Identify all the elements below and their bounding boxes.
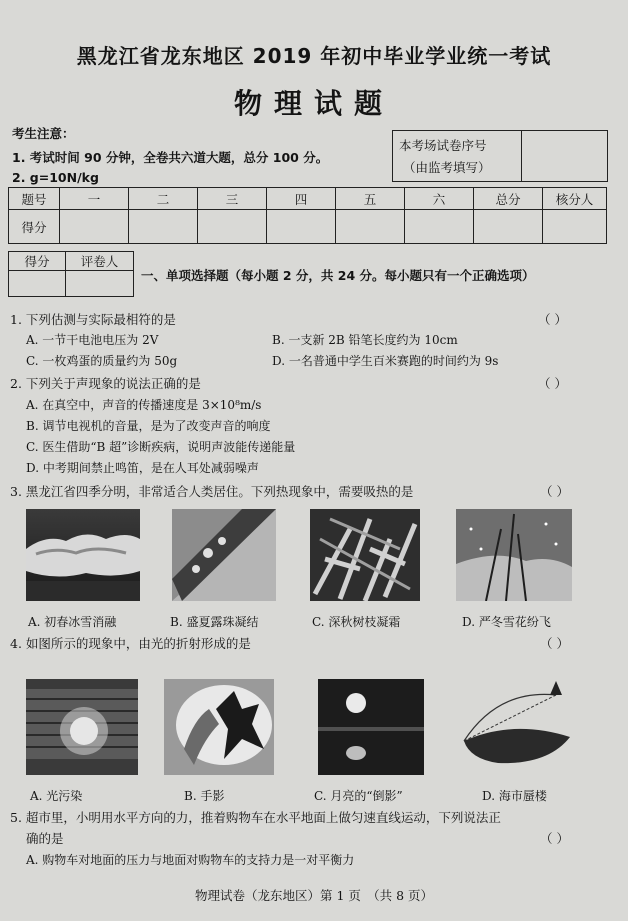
score-cell[interactable]: [474, 210, 543, 244]
question-1-stem: 1. 下列估测与实际最相符的是: [10, 312, 176, 327]
question-1-option-c: C. 一枚鸡蛋的质量约为 50g: [26, 354, 178, 368]
photo-moon-reflection: [318, 679, 424, 775]
score-cell[interactable]: [405, 210, 474, 244]
score-cell[interactable]: [129, 210, 198, 244]
grader-table: [8, 251, 134, 297]
question-4-caption-a: A. 光污染: [30, 789, 83, 803]
question-1-answer[interactable]: （ ）: [538, 312, 567, 327]
question-3-caption-a: A. 初春冰雪消融: [28, 615, 117, 629]
score-table-header: 四: [267, 188, 336, 210]
grader-score-cell[interactable]: [9, 271, 66, 297]
question-2-answer[interactable]: （ ）: [538, 376, 567, 391]
score-cell[interactable]: [336, 210, 405, 244]
score-table: [8, 187, 607, 244]
notice-heading: 考生注意：: [12, 126, 75, 141]
grader-score-label: 得分: [9, 252, 66, 271]
score-table-score-row: [9, 210, 607, 244]
score-table-header: 三: [198, 188, 267, 210]
question-5-answer[interactable]: （ ）: [540, 831, 569, 846]
score-table-header: 总分: [474, 188, 543, 210]
grader-name-label: 评卷人: [66, 252, 134, 271]
section-1-heading: 一、单项选择题（每小题 2 分，共 24 分。每小题只有一个正确选项）: [141, 268, 535, 283]
score-table-header: 二: [129, 188, 198, 210]
question-3-caption-c: C. 深秋树枝凝霜: [312, 615, 401, 629]
score-table-header: 六: [405, 188, 474, 210]
score-table-header: 题号: [9, 188, 60, 210]
photo-melting-ice: [26, 509, 140, 601]
photo-hand-shadow: [164, 679, 274, 775]
question-5-stem-cont: 确的是: [26, 831, 64, 846]
question-1-option-a: A. 一节干电池电压为 2V: [26, 333, 159, 347]
question-2-option-d: D. 中考期间禁止鸣笛，是在人耳处减弱噪声: [26, 461, 259, 475]
photo-frost-branches: [310, 509, 420, 601]
score-row-label: 得分: [9, 210, 60, 244]
exam-title: 黑龙江省龙东地区 2019 年初中毕业学业统一考试: [76, 44, 552, 68]
question-5-stem: 5. 超市里，小明用水平方向的力，推着购物车在水平地面上做匀速直线运动，下列说法正: [10, 810, 501, 825]
question-2-option-c: C. 医生借助“B 超”诊断疾病，说明声波能传递能量: [26, 440, 296, 454]
question-4-caption-d: D. 海市蜃楼: [482, 789, 547, 803]
seat-box-label: 本考场试卷序号: [399, 138, 487, 153]
question-2-option-a: A. 在真空中，声音的传播速度是 3×10⁸m/s: [26, 398, 262, 412]
seat-number-box: [392, 130, 608, 182]
question-3-caption-d: D. 严冬雪花纷飞: [462, 615, 551, 629]
photo-light-pollution: [26, 679, 138, 775]
seat-box-note: （由监考填写）: [403, 160, 491, 175]
grader-name-cell[interactable]: [66, 271, 134, 297]
score-cell[interactable]: [60, 210, 129, 244]
page-footer: 物理试卷（龙东地区）第 1 页 （共 8 页）: [194, 888, 434, 903]
question-2-option-b: B. 调节电视机的音量，是为了改变声音的响度: [26, 419, 271, 433]
score-cell[interactable]: [267, 210, 336, 244]
score-table-header: 五: [336, 188, 405, 210]
question-2-stem: 2. 下列关于声现象的说法正确的是: [10, 376, 201, 391]
question-4-answer[interactable]: （ ）: [540, 636, 569, 651]
diagram-mirage: [458, 679, 576, 775]
photo-snowfall: [456, 509, 572, 601]
score-table-header: 核分人: [543, 188, 607, 210]
score-table-header-row: [9, 188, 607, 210]
score-cell[interactable]: [543, 210, 607, 244]
question-1-option-b: B. 一支新 2B 铅笔长度约为 10cm: [272, 333, 458, 347]
score-cell[interactable]: [198, 210, 267, 244]
notice-item-1: 1. 考试时间 90 分钟，全卷共六道大题，总分 100 分。: [12, 150, 329, 165]
question-4-stem: 4. 如图所示的现象中，由光的折射形成的是: [10, 636, 251, 651]
question-1-option-d: D. 一名普通中学生百米赛跑的时间约为 9s: [272, 354, 499, 368]
question-3-caption-b: B. 盛夏露珠凝结: [170, 615, 259, 629]
question-3-answer[interactable]: （ ）: [540, 484, 569, 499]
exam-subject: 物理试题: [233, 87, 394, 120]
seat-number-field[interactable]: [523, 131, 607, 181]
question-4-caption-b: B. 手影: [184, 789, 225, 803]
photo-dew-drops: [172, 509, 276, 601]
question-4-caption-c: C. 月亮的“倒影”: [314, 789, 403, 803]
question-3-stem: 3. 黑龙江省四季分明，非常适合人类居住。下列热现象中，需要吸热的是: [10, 484, 414, 499]
question-5-option-a: A. 购物车对地面的压力与地面对购物车的支持力是一对平衡力: [26, 853, 355, 867]
score-table-header: 一: [60, 188, 129, 210]
notice-item-2: 2. g=10N/kg: [12, 170, 99, 185]
